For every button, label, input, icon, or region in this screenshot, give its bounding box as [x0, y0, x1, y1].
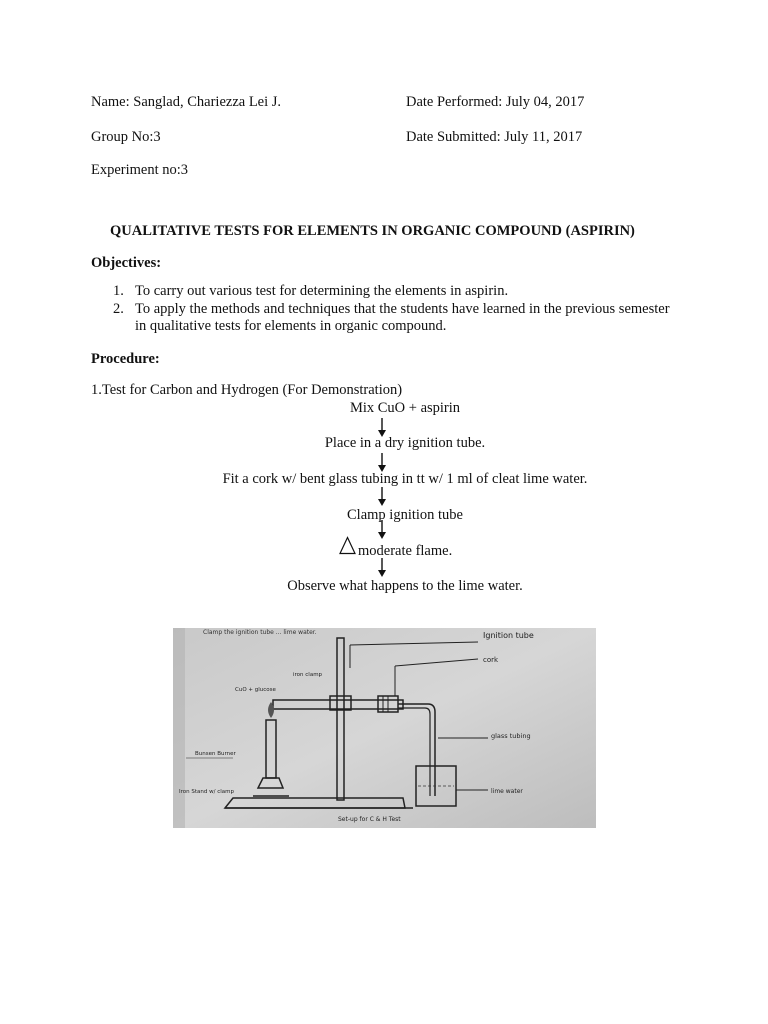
flow-step-4: Clamp ignition tube	[347, 507, 463, 523]
flow-step-6: Observe what happens to the lime water.	[287, 578, 523, 594]
document-title: QUALITATIVE TESTS FOR ELEMENTS IN ORGANIC COMPOUND (ASPIRIN)	[110, 223, 635, 239]
label-iron-clamp: iron clamp	[293, 672, 323, 678]
date-submitted: Date Submitted: July 11, 2017	[406, 129, 583, 145]
date-performed: Date Performed: July 04, 2017	[406, 94, 585, 110]
objectives-heading: Objectives:	[91, 255, 162, 271]
flow-step-3: Fit a cork w/ bent glass tubing in tt w/ 1 ml of cleat lime water.	[222, 471, 588, 487]
flow-step-1: Mix CuO + aspirin	[349, 400, 461, 416]
down-arrow-icon	[375, 520, 389, 540]
label-glass-tubing: glass tubing	[491, 732, 531, 740]
apparatus-photo	[173, 628, 596, 828]
down-arrow-icon	[375, 487, 389, 507]
experiment-line: Experiment no:3	[91, 162, 189, 178]
procedure-heading: Procedure:	[91, 351, 160, 367]
objective-number: 1.	[113, 283, 124, 299]
group-line: Group No:3	[91, 129, 161, 145]
heat-triangle-icon	[339, 536, 356, 555]
objective-text: To carry out various test for determining the elements in aspirin.	[135, 283, 509, 299]
test-title: 1.Test for Carbon and Hydrogen (For Demonstration)	[91, 382, 403, 398]
objective-text: To apply the methods and techniques that the students have learned in the previous semester in qualitative tests for elements in organic compound.	[135, 300, 670, 334]
objective-item	[113, 301, 673, 336]
figure-top-note: Clamp the ignition tube ... lime water.	[203, 629, 317, 636]
flow-step-5: moderate flame.	[358, 543, 453, 559]
flow-step-2: Place in a dry ignition tube.	[324, 435, 486, 451]
label-lime-water: lime water	[491, 788, 523, 795]
label-cork: cork	[483, 656, 499, 664]
label-iron-stand: Iron Stand w/ clamp	[179, 789, 234, 795]
label-ignition-tube: Ignition tube	[483, 631, 534, 640]
name-line: Name: Sanglad, Chariezza Lei J.	[91, 94, 282, 110]
label-bunsen-burner: Bunsen Burner	[195, 751, 236, 757]
label-cuo-glucose: CuO + glucose	[235, 687, 276, 693]
down-arrow-icon	[375, 558, 389, 578]
figure-caption: Set-up for C & H Test	[338, 816, 401, 823]
objective-item	[113, 283, 673, 301]
objectives-list	[113, 283, 673, 336]
objective-number: 2.	[113, 300, 124, 317]
